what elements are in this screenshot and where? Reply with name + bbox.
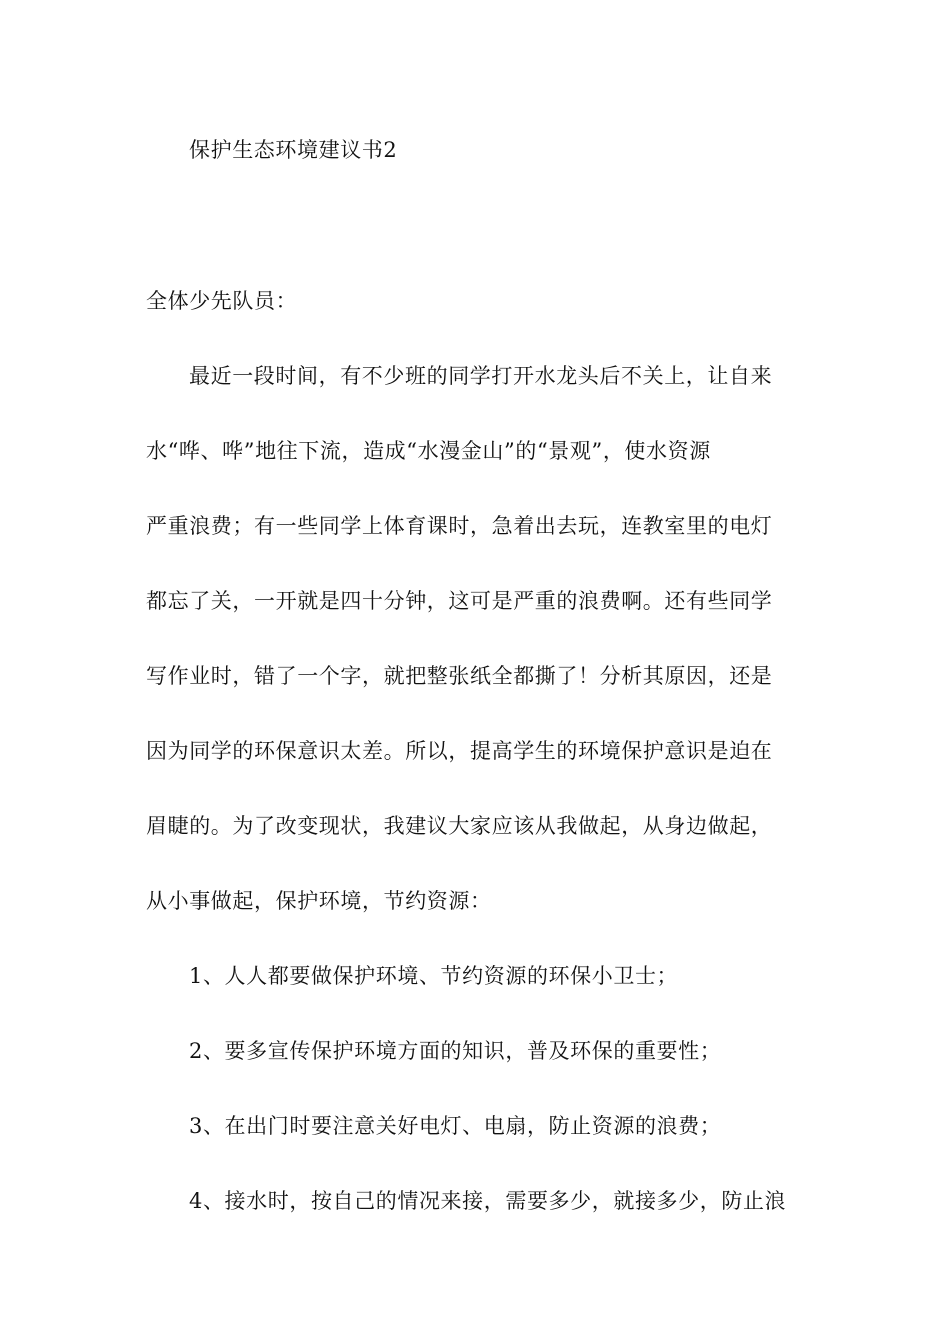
suggestion-item: 1、人人都要做保护环境、节约资源的环保小卫士；: [189, 964, 679, 988]
salutation: 全体少先队员：: [146, 289, 298, 313]
suggestion-item: 3、在出门时要注意关好电灯、电扇，防止资源的浪费；: [189, 1114, 722, 1138]
body-line: 因为同学的环保意识太差。所以，提高学生的环境保护意识是迫在: [146, 739, 773, 763]
body-line: 严重浪费；有一些同学上体育课时，急着出去玩，连教室里的电灯: [146, 514, 773, 538]
body-line: 最近一段时间，有不少班的同学打开水龙头后不关上，让自来: [189, 364, 773, 388]
body-line: 水“哗、哗”地往下流，造成“水漫金山”的“景观”，使水资源: [146, 439, 711, 463]
document-title: 保护生态环境建议书2: [189, 138, 398, 162]
suggestion-item: 4、接水时，按自己的情况来接，需要多少，就接多少，防止浪: [189, 1189, 787, 1213]
body-line: 写作业时，错了一个字，就把整张纸全都撕了！分析其原因，还是: [146, 664, 773, 688]
suggestion-item: 2、要多宣传保护环境方面的知识，普及环保的重要性；: [189, 1039, 722, 1063]
body-line: 都忘了关，一开就是四十分钟，这可是严重的浪费啊。还有些同学: [146, 589, 773, 613]
body-line: 眉睫的。为了改变现状，我建议大家应该从我做起，从身边做起，: [146, 814, 773, 838]
body-line: 从小事做起，保护环境，节约资源：: [146, 889, 492, 913]
